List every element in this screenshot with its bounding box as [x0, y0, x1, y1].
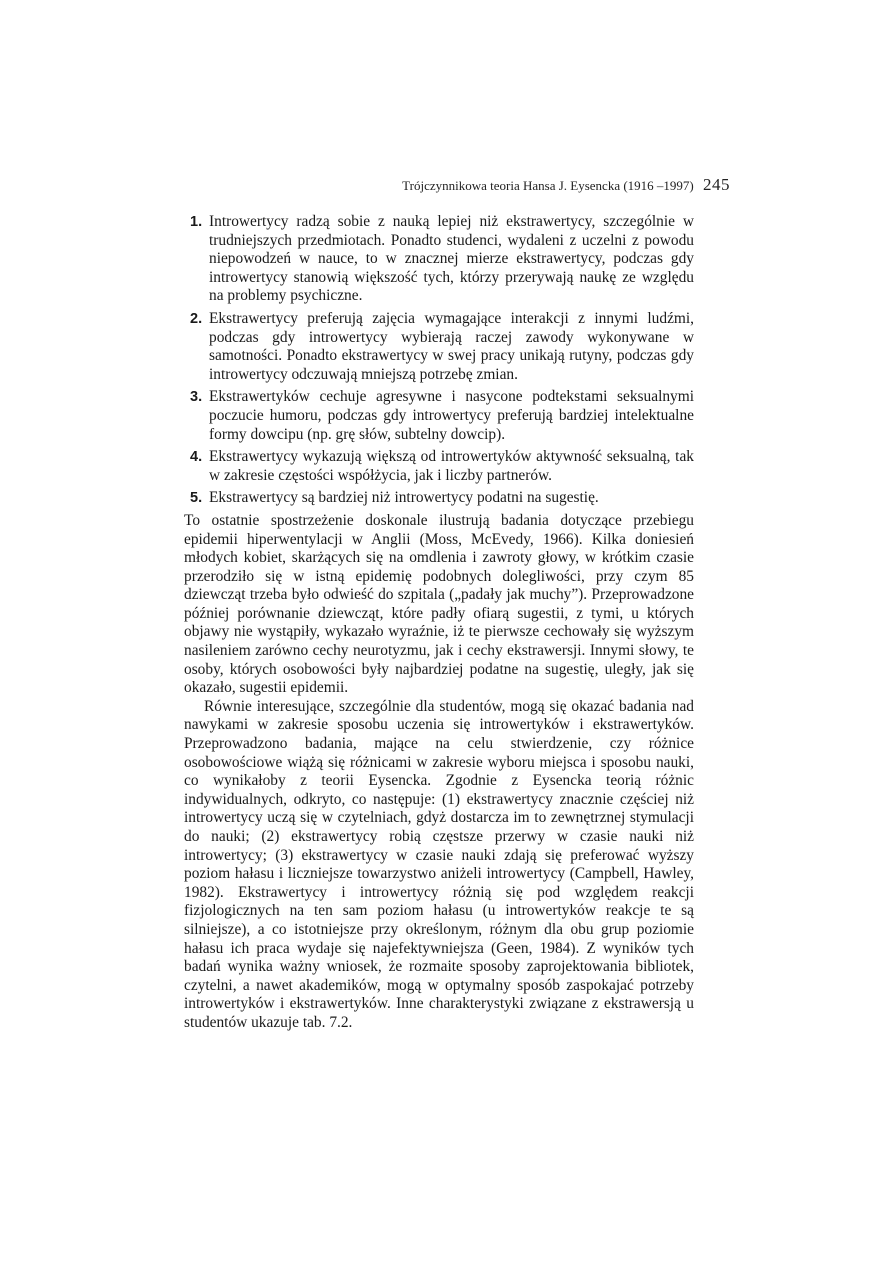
list-item — [184, 213, 694, 306]
list-item — [184, 448, 694, 485]
list-item-number: 1. — [190, 214, 203, 230]
list-item — [184, 489, 694, 508]
list-item-text: Ekstrawertycy są bardziej niż introwertycy podatni na sugestię. — [209, 489, 599, 507]
list-item — [184, 388, 694, 444]
list-item-number: 2. — [190, 310, 203, 327]
paragraph-study-habits: Równie interesujące, szczególnie dla studentów, mogą się okazać badania nad nawykami w zakresie sposobu uczenia się introwertyków i ekstrawertyków. Przeprowadzono badania, mające na celu stwierdzenie, czy różnice osobowościowe wiążą się różnicami w zakresie wyboru miejsca i sposobu nauki, co wynikałoby z teorii Eysencka. Zgodnie z Eysencka teorią różnic indywidualnych, odkryto, co następuje: (1) ekstrawertycy znacznie częściej niż introwertycy uczą się w czytelniach, gdyż dostarcza im to zewnętrznej stymulacji do nauki; (2) ekstrawertycy robią częstsze przerwy w czasie nauki niż introwertycy; (3) ekstrawertycy w czasie nauki zdają się preferować wyższy poziom hałasu i liczniejsze towarzystwo aniżeli introwertycy (Campbell, Hawley, 1982). Ekstrawertycy i introwertycy różnią się pod względem reakcji fizjologicznych na ten sam poziom hałasu (u introwertyków reakcje te są silniejsze), a co istotniejsze przy określonym, różnym dla obu grup poziomie hałasu ich praca wydaje się najefektywniejsza (Geen, 1984). Z wyników tych badań wynika ważny wniosek, że rozmaite sposoby zaprojektowania bibliotek, czytelni, a nawet akademików, mogą w optymalny sposób zaspokajać potrzeby introwertyków i ekstrawertyków. Inne charakterystyki związane z ekstrawersją u studentów ukazuje tab. 7.2. — [184, 697, 694, 1031]
list-item-number: 3. — [190, 389, 203, 406]
list-item — [184, 310, 694, 384]
main-text — [184, 213, 694, 1033]
list-item-number: 4. — [190, 449, 203, 466]
running-title: Trójczynnikowa teoria Hansa J. Eysencka (1916 –1997) — [402, 178, 694, 193]
paragraph-hyperventilation: To ostatnie spostrzeżenie doskonale ilustrują badania dotyczące przebiegu epidemii hiperwentylacji w Anglii (Moss, McEvedy, 1966). Kilka doniesień młodych kobiet, skarżących się na omdlenia i zawroty głowy, w krótkim czasie przerodziło się w istną epidemię podobnych dolegliwości, przy czym 85 dziewcząt trzeba było odwieść do szpitala („padały jak muchy”). Przeprowadzone później porównanie dziewcząt, które padły ofiarą sugestii, z tymi, u których objawy nie wystąpiły, wykazało wyraźnie, iż te pierwsze cechowały się wyższym nasileniem zarówno cechy neurotyzmu, jak i cechy ekstrawersji. Innymi słowy, te osoby, których osobowości były najbardziej podatne na sugestię, uległy, jak się okazało, sugestii epidemii. — [184, 511, 694, 697]
list-item-text: Ekstrawertycy preferują zajęcia wymagające interakcji z innymi ludźmi, podczas gdy introwertycy wybierają raczej zawody wykonywane w samotności. Ponadto ekstrawertycy w swej pracy unikają rutyny, podczas gdy introwertycy odczuwają mniejszą potrzebę zmian. — [209, 309, 694, 383]
list-item-text: Ekstrawertyków cechuje agresywne i nasycone podtekstami seksualnymi poczucie humoru, podczas gdy introwertycy preferują bardziej intelektualne formy dowcipu (np. grę słów, subtelny dowcip). — [209, 388, 694, 443]
page-number: 245 — [703, 175, 730, 194]
list-item-text: Introwertycy radzą sobie z nauką lepiej niż ekstrawertycy, szczególnie w trudniejszych przedmiotach. Ponadto studenci, wydaleni z uczelni z powodu niepowodzeń w nauce, to w znacznej mierze ekstrawertycy, podczas gdy introwertycy stanowią większość tych, którzy przerywają naukę ze względu na problemy psychiczne. — [209, 213, 694, 305]
running-head — [402, 175, 730, 195]
findings-list — [184, 213, 694, 508]
list-item-number: 5. — [190, 490, 203, 507]
list-item-text: Ekstrawertycy wykazują większą od introwertyków aktywność seksualną, tak w zakresie częstości współżycia, jak i liczby partnerów. — [209, 448, 694, 484]
